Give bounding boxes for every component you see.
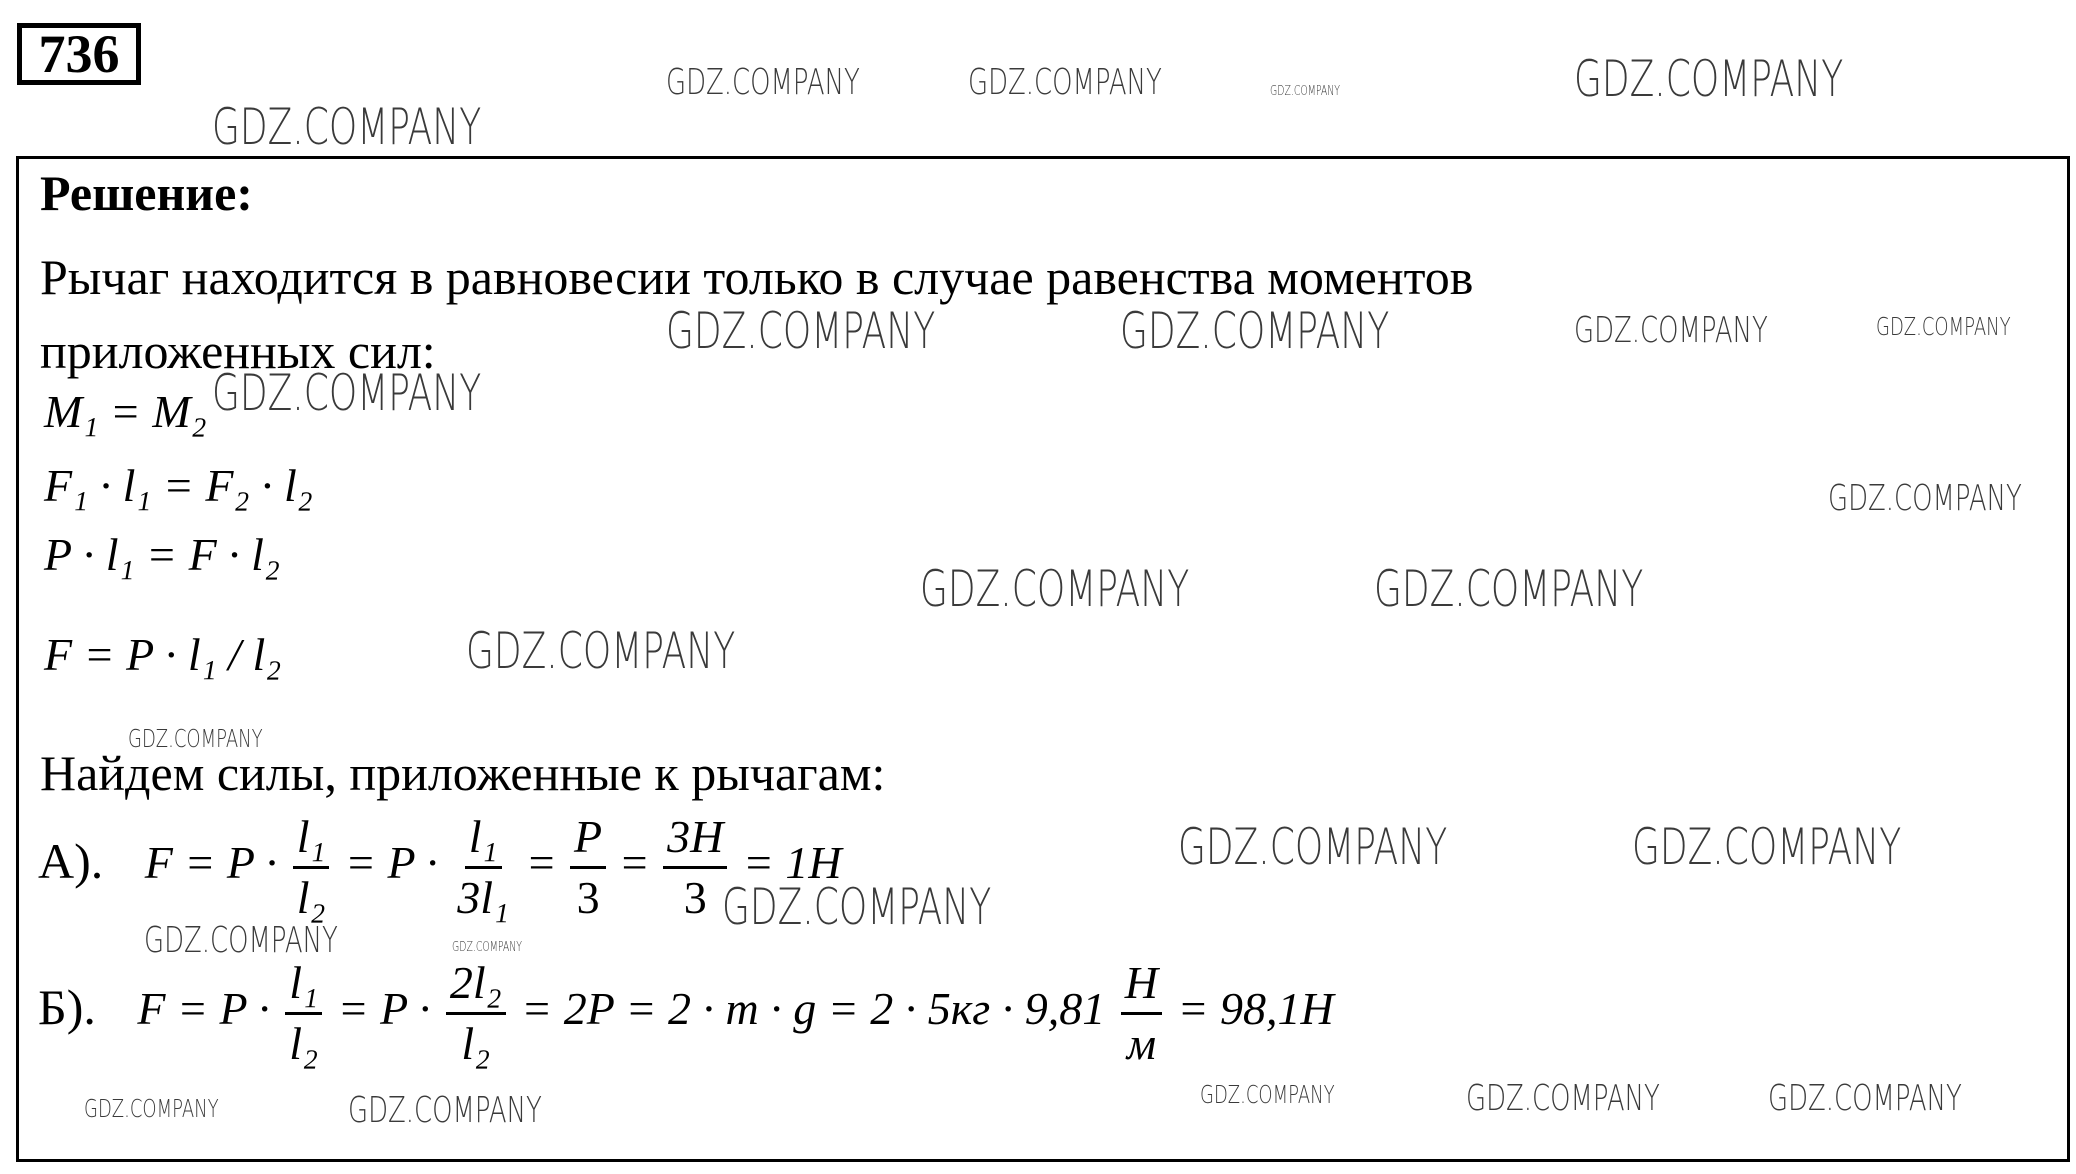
equation-forces: F₁ · l₁ = F₂ · l₂ [44,460,313,511]
watermark: GDZ.COMPANY [348,1090,542,1131]
equals-sign: = [621,837,648,889]
watermark: GDZ.COMPANY [1768,1078,1962,1119]
watermark: GDZ.COMPANY [466,622,736,680]
watermark: GDZ.COMPANY [1270,84,1340,99]
watermark: GDZ.COMPANY [1574,310,1768,351]
watermark: GDZ.COMPANY [722,878,992,936]
fraction-numerator: H [1121,954,1162,1015]
solution-b-mid: = P · [337,983,431,1035]
intro-line-1: Рычаг находится в равновесии только в случае равенства моментов [40,249,1474,305]
solution-a-fraction-1 [293,808,330,927]
solution-a-mid: = P · [344,837,438,889]
equation-moments: M₁ = M₂ [44,386,207,437]
fraction-denominator: l₂ [296,872,326,923]
fraction-denominator: м [1126,1018,1157,1069]
fraction-numerator: P [570,808,606,869]
equation-force-formula: F = P · l₁ / l₂ [44,629,282,680]
solution-b-middle: = 2P = 2 · m · g = 2 · 5кг · 9,81 [521,983,1106,1035]
solution-b-result: = 98,1H [1177,983,1334,1035]
watermark: GDZ.COMPANY [1466,1078,1660,1119]
watermark: GDZ.COMPANY [968,62,1162,103]
watermark: GDZ.COMPANY [666,302,936,360]
watermark: GDZ.COMPANY [84,1094,219,1123]
watermark: GDZ.COMPANY [1178,818,1448,876]
watermark: GDZ.COMPANY [1120,302,1390,360]
watermark: GDZ.COMPANY [128,724,263,753]
fraction-numerator: 2l₂ [446,954,506,1015]
equals-sign: = [528,837,555,889]
solution-a-lhs: F = P · [144,837,278,889]
fraction-denominator: 3l₁ [457,872,510,923]
fraction-denominator: 3 [576,872,600,923]
fraction-numerator: l₁ [285,954,322,1015]
solution-b-fraction-1 [285,954,322,1073]
problem-number: 736 [17,23,141,85]
solution-heading: Решение: [40,165,253,221]
watermark: GDZ.COMPANY [1632,818,1902,876]
equation-weight: P · l₁ = F · l₂ [44,529,280,580]
solution-a-fraction-2 [453,808,513,927]
find-forces-text: Найдем силы, приложенные к рычагам: [40,745,886,801]
solution-b-fraction-3 [1121,954,1162,1073]
intro-line-2: приложенных сил: [40,323,436,379]
solution-b [38,954,1334,1073]
fraction-denominator: 3 [683,872,707,923]
watermark: GDZ.COMPANY [1828,478,2022,519]
fraction-denominator: l₂ [289,1018,319,1069]
fraction-numerator: l₁ [465,808,502,869]
watermark: GDZ.COMPANY [144,920,338,961]
solution-a-label: А). [38,833,104,890]
watermark: GDZ.COMPANY [212,364,482,422]
watermark: GDZ.COMPANY [1574,50,1844,108]
solution-a-fraction-3 [570,808,606,927]
watermark: GDZ.COMPANY [212,98,482,156]
solution-b-fraction-2 [446,954,506,1073]
watermark: GDZ.COMPANY [920,560,1190,618]
solution-b-label: Б). [38,979,96,1036]
watermark: GDZ.COMPANY [1200,1080,1335,1109]
solution-a-fraction-4 [663,808,727,927]
fraction-denominator: l₂ [461,1018,491,1069]
solution-b-lhs: F = P · [137,983,270,1035]
fraction-numerator: l₁ [293,808,330,869]
watermark: GDZ.COMPANY [1876,312,2011,341]
watermark: GDZ.COMPANY [452,940,522,955]
watermark: GDZ.COMPANY [1374,560,1644,618]
solution-a-result: = 1H [742,837,842,889]
watermark: GDZ.COMPANY [666,62,860,103]
fraction-numerator: 3H [663,808,727,869]
